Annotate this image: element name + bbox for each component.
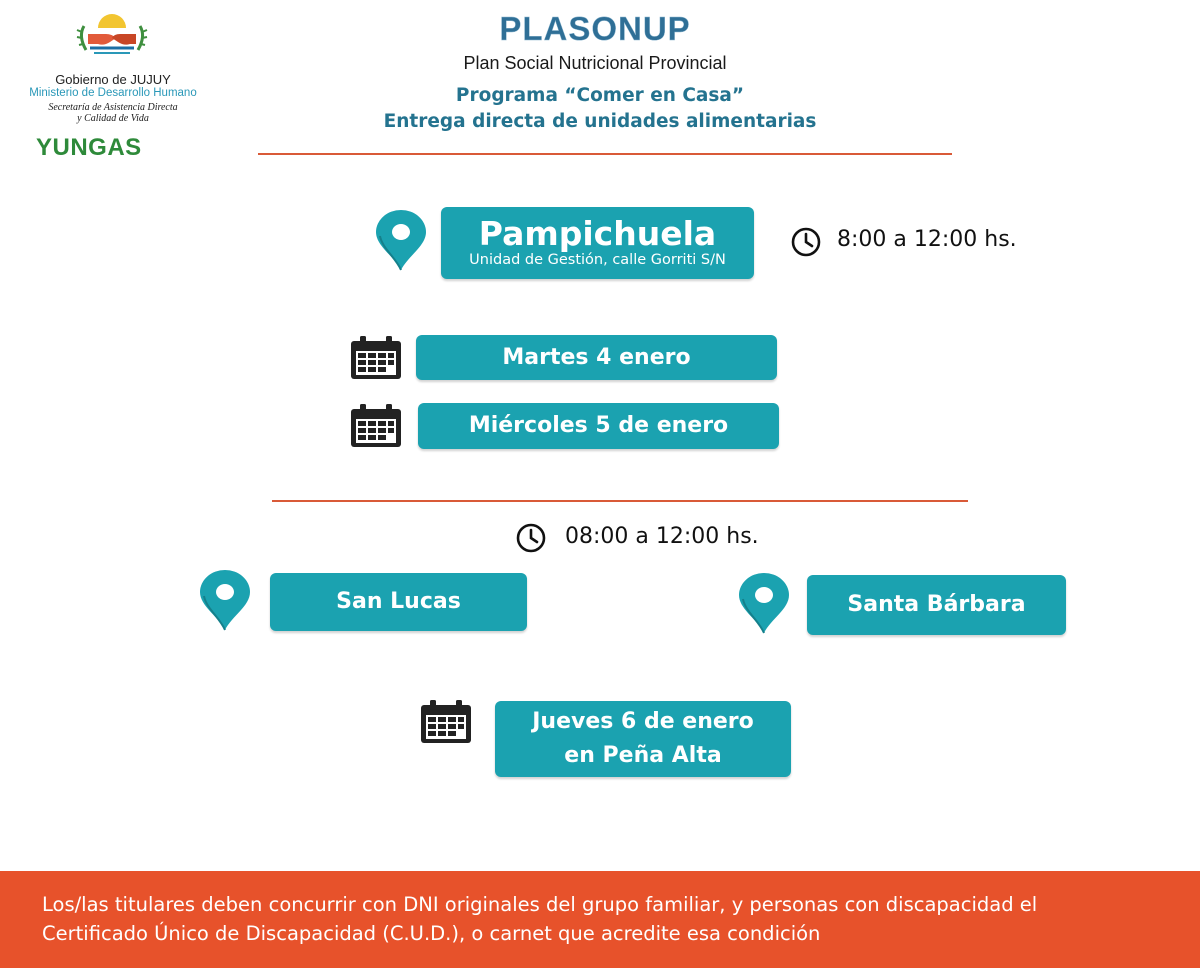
- page-subtitle: Plan Social Nutricional Provincial: [463, 53, 727, 73]
- date-label-line2: en Peña Alta: [564, 743, 722, 768]
- location-box-san-lucas: [270, 573, 527, 631]
- logo-government: Gobierno de JUJUY: [55, 72, 171, 87]
- logo-region: YUNGAS: [36, 134, 142, 161]
- calendar-icon: [349, 335, 403, 381]
- date-label-line1: Jueves 6 de enero: [532, 709, 754, 734]
- location-name: San Lucas: [336, 589, 461, 615]
- clock-icon: [515, 522, 547, 554]
- location-box-pampichuela: [441, 207, 754, 279]
- government-logo: [18, 6, 208, 166]
- date-box-martes: [416, 335, 777, 380]
- logo-ministry: Ministerio de Desarrollo Humano: [29, 87, 197, 99]
- clock-icon: [790, 226, 822, 258]
- header-divider: [258, 153, 952, 155]
- page-title: PLASONUP: [499, 10, 691, 47]
- schedule-time: 08:00 a 12:00 hs.: [565, 524, 759, 549]
- handshake-emblem-icon: [64, 6, 160, 70]
- date-label: Martes 4 enero: [502, 344, 691, 370]
- location-pin-icon: [735, 573, 793, 635]
- location-detail: Unidad de Gestión, calle Gorriti S/N: [469, 252, 726, 269]
- requirements-footer: [0, 871, 1200, 968]
- calendar-icon: [419, 699, 473, 745]
- date-label: Miércoles 5 de enero: [468, 413, 729, 439]
- date-box-miercoles: [418, 403, 779, 449]
- requirements-line2: Certificado Único de Discapacidad (C.U.D.), o carnet que acredite esa condición: [42, 922, 821, 945]
- calendar-icon: [349, 403, 403, 449]
- section-divider: [272, 500, 968, 502]
- date-box-jueves: [495, 701, 791, 777]
- logo-secretariat-line2: y Calidad de Vida: [77, 113, 149, 124]
- location-pin-icon: [372, 210, 430, 272]
- location-pin-icon: [196, 570, 254, 632]
- location-box-santa-barbara: [807, 575, 1066, 635]
- schedule-time: 8:00 a 12:00 hs.: [837, 227, 1017, 252]
- requirements-line1: Los/las titulares deben concurrir con DNI originales del grupo familiar, y personas con discapacidad el: [42, 893, 1038, 916]
- location-name: Pampichuela: [478, 214, 717, 254]
- delivery-description: Entrega directa de unidades alimentarias: [383, 111, 817, 132]
- logo-secretariat-line1: Secretaría de Asistencia Directa: [48, 102, 178, 113]
- location-name: Santa Bárbara: [847, 592, 1026, 618]
- program-name: Programa “Comer en Casa”: [455, 85, 745, 106]
- requirements-text: [42, 890, 1182, 948]
